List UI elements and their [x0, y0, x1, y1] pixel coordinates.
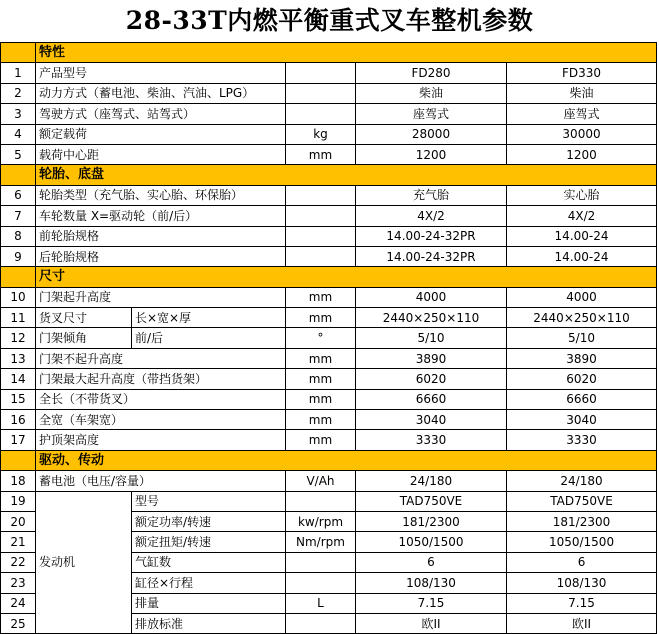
row-value-fd280: 4000 [356, 287, 507, 307]
row-number: 18 [1, 471, 36, 491]
section-header-features [1, 43, 657, 63]
row-unit [286, 246, 356, 266]
row-value-fd330: 6 [507, 552, 657, 572]
row-label: 门架最大起升高度（带挡货架） [36, 369, 286, 389]
table-row [1, 104, 657, 124]
engine-label: 发动机 [36, 491, 132, 634]
table-row [1, 185, 657, 205]
section-header-dimensions [1, 267, 657, 287]
row-label: 后轮胎规格 [36, 246, 286, 266]
section-header-tires-chassis [1, 165, 657, 185]
section-title: 尺寸 [36, 267, 657, 287]
row-unit [286, 226, 356, 246]
row-value-fd280: 1050/1500 [356, 532, 507, 552]
table-row [1, 430, 657, 450]
row-label: 前轮胎规格 [36, 226, 286, 246]
row-number: 1 [1, 63, 36, 83]
row-value-fd330: 座驾式 [507, 104, 657, 124]
row-number: 2 [1, 83, 36, 103]
row-value-fd280: 6660 [356, 389, 507, 409]
row-unit: mm [286, 430, 356, 450]
table-row [1, 124, 657, 144]
row-value-fd280: 5/10 [356, 328, 507, 348]
row-value-fd330: 6020 [507, 369, 657, 389]
table-row [1, 328, 657, 348]
row-value-fd280: TAD750VE [356, 491, 507, 511]
row-sublabel: 型号 [132, 491, 286, 511]
row-unit [286, 63, 356, 83]
row-label: 全长（不带货叉） [36, 389, 286, 409]
row-unit: mm [286, 144, 356, 164]
row-sublabel: 长×宽×厚 [132, 308, 286, 328]
row-value-fd280: 14.00-24-32PR [356, 226, 507, 246]
row-value-fd330: 14.00-24 [507, 226, 657, 246]
row-unit [286, 83, 356, 103]
table-row [1, 308, 657, 328]
row-value-fd330: 实心胎 [507, 185, 657, 205]
row-label: 车轮数量 X=驱动轮（前/后） [36, 206, 286, 226]
table-row [1, 389, 657, 409]
row-value-fd330: 2440×250×110 [507, 308, 657, 328]
row-sublabel: 额定功率/转速 [132, 511, 286, 531]
row-unit: mm [286, 287, 356, 307]
row-value-fd330: 4000 [507, 287, 657, 307]
row-number: 17 [1, 430, 36, 450]
row-value-fd330: 4X/2 [507, 206, 657, 226]
row-label: 驾驶方式（座驾式、站驾式） [36, 104, 286, 124]
page-title: 28-33T内燃平衡重式叉车整机参数 [125, 6, 534, 35]
row-value-fd280: 181/2300 [356, 511, 507, 531]
row-value-fd280: 7.15 [356, 593, 507, 613]
row-sublabel: 前/后 [132, 328, 286, 348]
row-unit: mm [286, 410, 356, 430]
row-number: 16 [1, 410, 36, 430]
row-value-fd330: 3040 [507, 410, 657, 430]
row-sublabel: 排放标准 [132, 613, 286, 633]
row-label: 门架不起升高度 [36, 348, 286, 368]
row-value-fd330: 5/10 [507, 328, 657, 348]
row-label: 全宽（车架宽） [36, 410, 286, 430]
row-value-fd330: 1200 [507, 144, 657, 164]
row-value-fd280: 6020 [356, 369, 507, 389]
row-label: 门架起升高度 [36, 287, 286, 307]
row-label: 蓄电池（电压/容量） [36, 471, 286, 491]
row-sublabel: 额定扭矩/转速 [132, 532, 286, 552]
row-label: 额定载荷 [36, 124, 286, 144]
row-value-fd280: 1200 [356, 144, 507, 164]
row-value-fd330: 24/180 [507, 471, 657, 491]
row-number: 20 [1, 511, 36, 531]
row-value-fd280: 6 [356, 552, 507, 572]
row-value-fd280: 24/180 [356, 471, 507, 491]
row-value-fd280: 柴油 [356, 83, 507, 103]
row-value-fd330: 30000 [507, 124, 657, 144]
table-row [1, 369, 657, 389]
row-number: 5 [1, 144, 36, 164]
row-value-fd280: 3890 [356, 348, 507, 368]
row-label: 产品型号 [36, 63, 286, 83]
row-value-fd330: 181/2300 [507, 511, 657, 531]
row-number: 25 [1, 613, 36, 633]
section-header-drive-transmission [1, 450, 657, 470]
row-value-fd330: 14.00-24 [507, 246, 657, 266]
row-label: 动力方式（蓄电池、柴油、汽油、LPG） [36, 83, 286, 103]
row-value-fd280: 充气胎 [356, 185, 507, 205]
row-unit [286, 573, 356, 593]
table-row [1, 226, 657, 246]
row-unit: kg [286, 124, 356, 144]
row-sublabel: 排量 [132, 593, 286, 613]
row-value-fd330: 1050/1500 [507, 532, 657, 552]
row-label: 门架倾角 [36, 328, 132, 348]
row-label: 护顶架高度 [36, 430, 286, 450]
row-value-fd280: FD280 [356, 63, 507, 83]
table-row [1, 410, 657, 430]
row-number: 14 [1, 369, 36, 389]
table-row [1, 348, 657, 368]
row-unit: L [286, 593, 356, 613]
row-number: 4 [1, 124, 36, 144]
table-row [1, 144, 657, 164]
row-sublabel: 气缸数 [132, 552, 286, 572]
table-row [1, 83, 657, 103]
row-unit: ° [286, 328, 356, 348]
row-number: 15 [1, 389, 36, 409]
row-unit [286, 206, 356, 226]
row-value-fd330: FD330 [507, 63, 657, 83]
row-unit: kw/rpm [286, 511, 356, 531]
row-unit [286, 552, 356, 572]
row-unit [286, 185, 356, 205]
row-label: 货叉尺寸 [36, 308, 132, 328]
table-row [1, 471, 657, 491]
section-title: 轮胎、底盘 [36, 165, 657, 185]
row-label: 载荷中心距 [36, 144, 286, 164]
row-value-fd280: 108/130 [356, 573, 507, 593]
row-value-fd280: 3330 [356, 430, 507, 450]
row-unit [286, 613, 356, 633]
row-value-fd280: 3040 [356, 410, 507, 430]
spec-table [0, 42, 657, 634]
row-number: 13 [1, 348, 36, 368]
table-row [1, 206, 657, 226]
row-sublabel: 缸径×行程 [132, 573, 286, 593]
row-value-fd280: 14.00-24-32PR [356, 246, 507, 266]
row-unit: mm [286, 389, 356, 409]
row-value-fd280: 座驾式 [356, 104, 507, 124]
row-value-fd280: 28000 [356, 124, 507, 144]
row-number: 11 [1, 308, 36, 328]
row-unit: Nm/rpm [286, 532, 356, 552]
table-row [1, 246, 657, 266]
row-value-fd330: TAD750VE [507, 491, 657, 511]
row-value-fd330: 7.15 [507, 593, 657, 613]
row-value-fd330: 欧II [507, 613, 657, 633]
row-value-fd280: 2440×250×110 [356, 308, 507, 328]
row-number: 23 [1, 573, 36, 593]
row-number: 21 [1, 532, 36, 552]
row-number: 7 [1, 206, 36, 226]
row-number: 24 [1, 593, 36, 613]
row-label: 轮胎类型（充气胎、实心胎、环保胎） [36, 185, 286, 205]
row-number: 9 [1, 246, 36, 266]
table-row [1, 491, 657, 511]
row-value-fd280: 欧II [356, 613, 507, 633]
row-number: 6 [1, 185, 36, 205]
row-value-fd330: 3330 [507, 430, 657, 450]
row-number: 3 [1, 104, 36, 124]
row-number: 22 [1, 552, 36, 572]
row-number: 12 [1, 328, 36, 348]
row-number: 8 [1, 226, 36, 246]
row-unit: mm [286, 369, 356, 389]
row-value-fd330: 3890 [507, 348, 657, 368]
section-title: 特性 [36, 43, 657, 63]
row-value-fd330: 柴油 [507, 83, 657, 103]
row-unit: V/Ah [286, 471, 356, 491]
row-number: 19 [1, 491, 36, 511]
row-unit [286, 491, 356, 511]
row-value-fd280: 4X/2 [356, 206, 507, 226]
row-number: 10 [1, 287, 36, 307]
table-row [1, 63, 657, 83]
section-title: 驱动、传动 [36, 450, 657, 470]
row-unit: mm [286, 348, 356, 368]
row-value-fd330: 6660 [507, 389, 657, 409]
row-unit [286, 104, 356, 124]
row-unit: mm [286, 308, 356, 328]
table-row [1, 287, 657, 307]
row-value-fd330: 108/130 [507, 573, 657, 593]
